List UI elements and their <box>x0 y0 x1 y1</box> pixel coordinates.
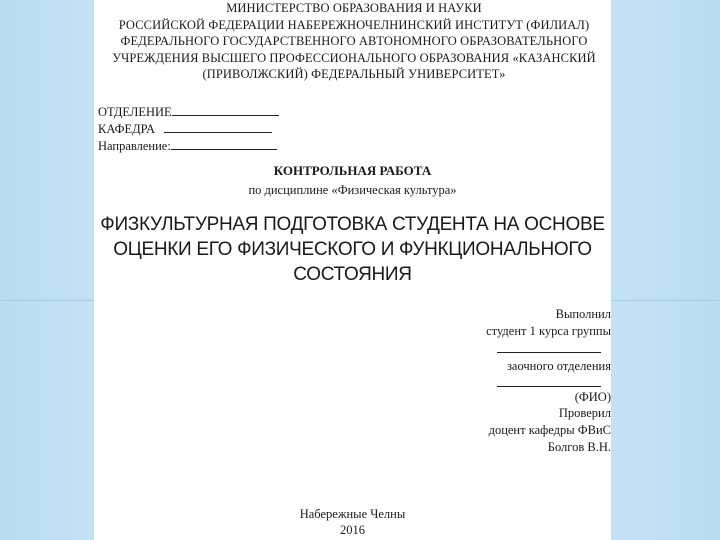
direction-blank <box>171 137 277 150</box>
institution-header <box>98 0 610 83</box>
group-blank <box>497 352 601 353</box>
institution-line: (ПРИВОЛЖСКИЙ) ФЕДЕРАЛЬНЫЙ УНИВЕРСИТЕТ» <box>202 67 506 81</box>
direction-label: Направление: <box>98 139 171 153</box>
student-group-label: студент 1 курса группы <box>486 324 611 338</box>
city-label: Набережные Челны <box>299 507 406 521</box>
topic-line: ОЦЕНКИ ЕГО ФИЗИЧЕСКОГО И ФУНКЦИОНАЛЬНОГО <box>113 239 592 260</box>
teacher-name: Болгов В.Н. <box>547 440 611 454</box>
work-subtitle: по дисциплине «Физическая культура» <box>248 183 457 197</box>
chair-label: КАФЕДРА <box>98 122 155 136</box>
department-label: ОТДЕЛЕНИЕ <box>98 105 172 119</box>
topic-title <box>94 212 611 287</box>
name-blank <box>497 386 601 387</box>
topic-line: ФИЗКУЛЬТУРНАЯ ПОДГОТОВКА СТУДЕНТА НА ОСНОВЕ <box>100 214 605 235</box>
institution-line: МИНИСТЕРСТВО ОБРАЗОВАНИЯ И НАУКИ <box>226 1 482 15</box>
performed-label: Выполнил <box>555 307 611 321</box>
topic-line: СОСТОЯНИЯ <box>293 264 412 285</box>
institution-line: ФЕДЕРАЛЬНОГО ГОСУДАРСТВЕННОГО АВТОНОМНОГО ОБРАЗОВАТЕЛЬНОГО <box>120 34 588 48</box>
slide-divider-left <box>0 300 94 301</box>
year-label: 2016 <box>340 523 365 537</box>
department-field <box>98 103 279 120</box>
teacher-position: доцент кафедры ФВиС <box>488 423 611 437</box>
institution-line: РОССИЙСКОЙ ФЕДЕРАЦИИ НАБЕРЕЖНОЧЕЛНИНСКИЙ ИНСТИТУТ (ФИЛИАЛ) <box>118 17 590 32</box>
checked-label: Проверил <box>558 406 611 420</box>
department-blank <box>172 103 279 116</box>
direction-field <box>98 137 277 154</box>
chair-field <box>98 120 272 137</box>
institution-line: УЧРЕЖДЕНИЯ ВЫСШЕГО ПРОФЕССИОНАЛЬНОГО ОБРАЗОВАНИЯ «КАЗАНСКИЙ <box>112 50 596 65</box>
study-form-label: заочного отделения <box>506 359 611 373</box>
fio-label: (ФИО) <box>574 390 611 404</box>
chair-blank <box>164 120 272 133</box>
work-title: КОНТРОЛЬНАЯ РАБОТА <box>273 163 432 178</box>
slide-divider-right <box>611 300 720 301</box>
title-page <box>94 0 611 540</box>
